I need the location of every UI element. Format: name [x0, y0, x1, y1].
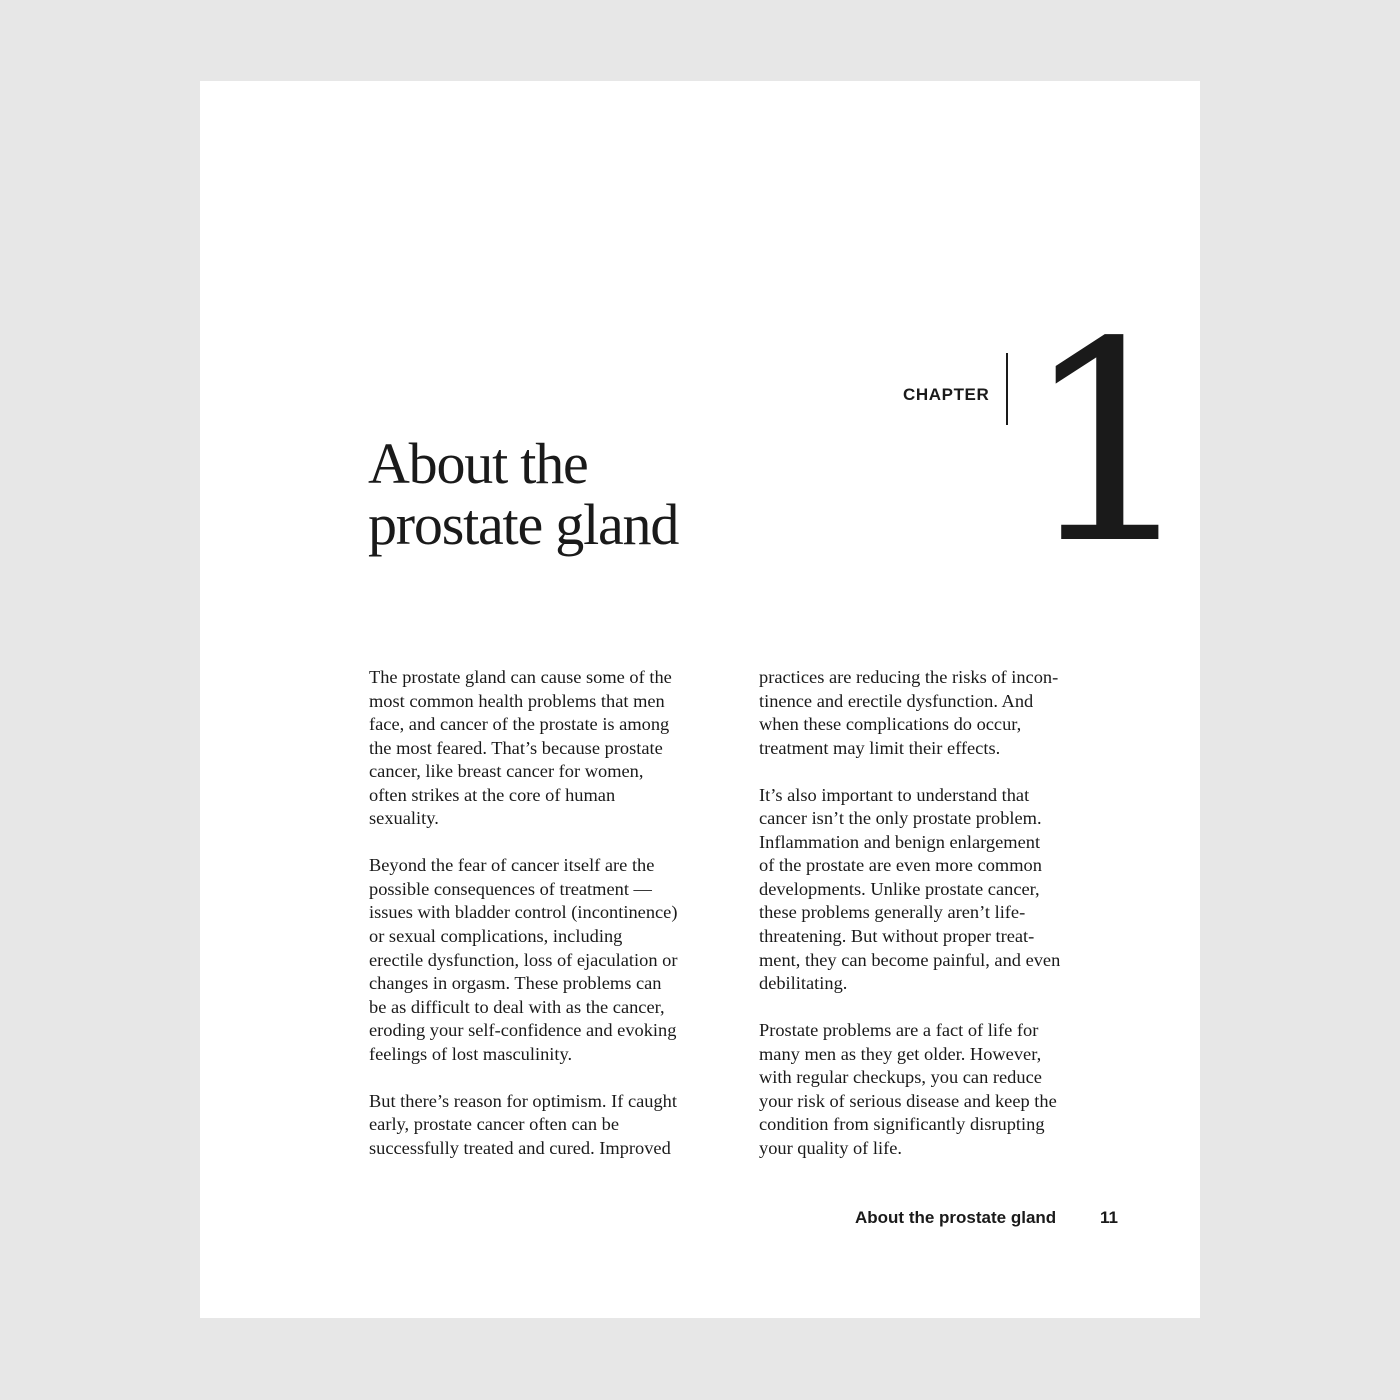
text-line: with regular checkups, you can reduce	[759, 1067, 1042, 1088]
text-line: often strikes at the core of human	[369, 784, 616, 805]
paragraph	[369, 666, 731, 831]
text-line: possible consequences of treatment —	[369, 878, 652, 899]
text-line: tinence and erectile dysfunction. And	[759, 690, 1034, 711]
text-line: developments. Unlike prostate cancer,	[759, 878, 1040, 899]
text-line: or sexual complications, including	[369, 926, 623, 947]
paragraph	[369, 854, 731, 1066]
text-line: ment, they can become painful, and even	[759, 949, 1061, 970]
text-line: early, prostate cancer often can be	[369, 1114, 619, 1135]
body-column-left	[369, 666, 731, 1184]
text-line: the most feared. That’s because prostate	[369, 737, 663, 758]
body-column-right	[759, 666, 1121, 1184]
page-number: 11	[1100, 1208, 1118, 1227]
chapter-number: 1	[1022, 284, 1198, 605]
text-line: feelings of lost masculinity.	[369, 1043, 573, 1064]
text-line: be as difficult to deal with as the cancer,	[369, 996, 665, 1017]
text-line: successfully treated and cured. Improved	[369, 1137, 671, 1158]
chapter-title-line-2: prostate gland	[368, 492, 679, 557]
paragraph	[759, 666, 1121, 760]
paragraph	[369, 1090, 731, 1161]
text-line: cancer isn’t the only prostate problem.	[759, 808, 1042, 829]
text-line: threatening. But without proper treat-	[759, 926, 1035, 947]
text-line: practices are reducing the risks of incon-	[759, 667, 1059, 687]
text-line: treatment may limit their effects.	[759, 737, 1001, 758]
text-line: sexuality.	[369, 808, 439, 829]
text-line: condition from significantly disrupting	[759, 1114, 1045, 1135]
text-line: most common health problems that men	[369, 690, 665, 711]
text-line: issues with bladder control (incontinence)	[369, 902, 678, 923]
text-line: Prostate problems are a fact of life for	[759, 1020, 1039, 1041]
text-line: eroding your self-confidence and evoking	[369, 1020, 677, 1041]
book-page	[200, 81, 1200, 1318]
text-line: erectile dysfunction, loss of ejaculation or	[369, 949, 678, 970]
chapter-title-line-1: About the	[368, 431, 588, 496]
paragraph	[759, 784, 1121, 996]
text-line: many men as they get older. However,	[759, 1043, 1042, 1064]
text-line: your quality of life.	[759, 1137, 903, 1158]
text-line: changes in orgasm. These problems can	[369, 973, 662, 994]
text-line: But there’s reason for optimism. If caught	[369, 1090, 677, 1111]
chapter-label: CHAPTER	[903, 385, 990, 404]
text-line: It’s also important to understand that	[759, 784, 1030, 805]
text-line: cancer, like breast cancer for women,	[369, 761, 644, 782]
text-line: of the prostate are even more common	[759, 855, 1042, 876]
chapter-divider	[1006, 353, 1008, 425]
text-line: Inflammation and benign enlargement	[759, 831, 1041, 852]
paragraph	[759, 1019, 1121, 1160]
text-line: face, and cancer of the prostate is among	[369, 714, 670, 735]
running-footer-title: About the prostate gland	[855, 1208, 1057, 1227]
text-line: when these complications do occur,	[759, 714, 1022, 735]
text-line: The prostate gland can cause some of the	[369, 667, 672, 687]
text-line: debilitating.	[759, 973, 848, 994]
chapter-title	[368, 433, 678, 555]
text-line: your risk of serious disease and keep the	[759, 1090, 1057, 1111]
text-line: these problems generally aren’t life-	[759, 902, 1026, 923]
text-line: Beyond the fear of cancer itself are the	[369, 855, 655, 876]
